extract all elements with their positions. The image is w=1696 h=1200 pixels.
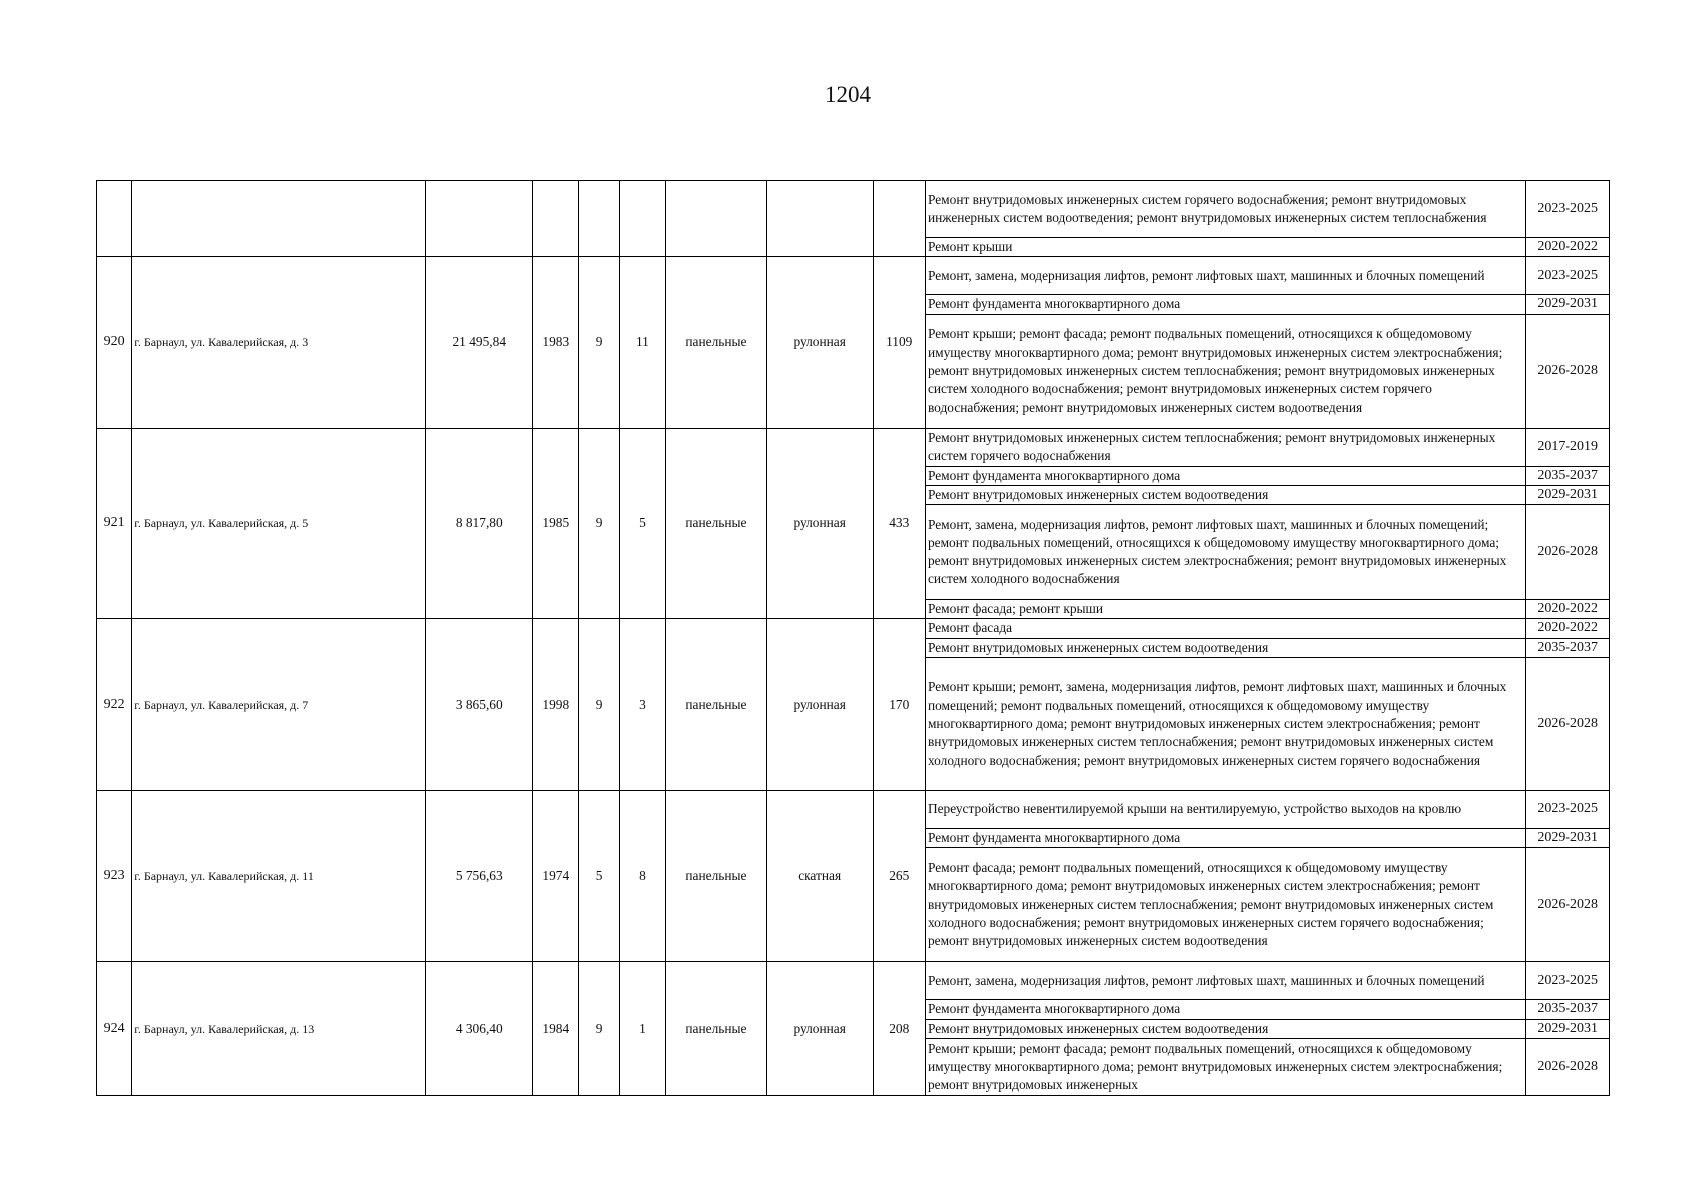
work-description: Ремонт фасада; ремонт подвальных помещений, относящихся к общедомовому имуществу многоквартирного дома; ремонт внутридомовых инженерных систем электроснабжения; ремонт внутридомовых инженерных систем теплоснабжения; ремонт внутридомовых инженерных систем холодного водоснабжения; ремонт внутридомовых инженерных систем горячего водоснабжения; ремонт внутридомовых инженерных систем водоотведения — [925, 848, 1525, 962]
table-row — [97, 791, 1610, 829]
work-description: Ремонт крыши; ремонт фасада; ремонт подвальных помещений, относящихся к общедомовому имуществу многоквартирного дома; ремонт внутридомовых инженерных систем электроснабжения; ремонт внутридомовых инженерных систем теплоснабжения; ремонт внутридомовых инженерных систем холодного водоснабжения; ремонт внутридомовых инженерных систем горячего водоснабжения; ремонт внутридомовых инженерных систем водоотведения — [925, 314, 1525, 428]
building-area: 4 306,40 — [426, 962, 533, 1096]
work-period: 2020-2022 — [1526, 238, 1610, 257]
work-period: 2029-2031 — [1526, 829, 1610, 848]
building-year: 1998 — [533, 619, 579, 791]
work-description: Ремонт внутридомовых инженерных систем водоотведения — [925, 638, 1525, 657]
building-number: 921 — [97, 428, 132, 619]
building-area: 8 817,80 — [426, 428, 533, 619]
work-description: Ремонт, замена, модернизация лифтов, ремонт лифтовых шахт, машинных и блочных помещений; ремонт подвальных помещений, относящихся к общедомовому имуществу многоквартирного дома; ремонт внутридомовых инженерных систем электроснабжения; ремонт внутридомовых инженерных систем холодного водоснабжения — [925, 505, 1525, 600]
building-address: г. Барнаул, ул. Кавалерийская, д. 5 — [132, 428, 426, 619]
cell-empty — [533, 181, 579, 257]
work-description: Ремонт крыши — [925, 238, 1525, 257]
building-floors: 9 — [579, 619, 619, 791]
table-row — [97, 257, 1610, 295]
work-description: Ремонт крыши; ремонт, замена, модернизация лифтов, ремонт лифтовых шахт, машинных и блочных помещений; ремонт подвальных помещений, относящихся к общедомовому имуществу многоквартирного дома; ремонт внутридомовых инженерных систем электроснабжения; ремонт внутридомовых инженерных систем теплоснабжения; ремонт внутридомовых инженерных систем холодного водоснабжения; ремонт внутридомовых инженерных систем горячего водоснабжения — [925, 658, 1525, 791]
work-period: 2023-2025 — [1526, 791, 1610, 829]
cell-empty — [766, 181, 873, 257]
work-description: Ремонт фундамента многоквартирного дома — [925, 829, 1525, 848]
building-area: 21 495,84 — [426, 257, 533, 428]
building-residents: 1109 — [873, 257, 925, 428]
table-row — [97, 181, 1610, 238]
work-period: 2020-2022 — [1526, 600, 1610, 619]
building-entrances: 5 — [619, 428, 665, 619]
work-period: 2026-2028 — [1526, 658, 1610, 791]
cell-empty — [873, 181, 925, 257]
work-period: 2026-2028 — [1526, 314, 1610, 428]
building-number: 924 — [97, 962, 132, 1096]
building-floors: 9 — [579, 257, 619, 428]
cell-empty — [579, 181, 619, 257]
work-description: Ремонт, замена, модернизация лифтов, ремонт лифтовых шахт, машинных и блочных помещений — [925, 962, 1525, 1000]
cell-empty — [132, 181, 426, 257]
work-description: Ремонт фасада — [925, 619, 1525, 638]
building-roof-type: рулонная — [766, 428, 873, 619]
work-description: Ремонт фундамента многоквартирного дома — [925, 295, 1525, 314]
building-floors: 5 — [579, 791, 619, 962]
building-wall-material: панельные — [666, 619, 767, 791]
cell-empty — [426, 181, 533, 257]
building-residents: 265 — [873, 791, 925, 962]
work-description: Переустройство невентилируемой крыши на вентилируемую, устройство выходов на кровлю — [925, 791, 1525, 829]
cell-empty — [619, 181, 665, 257]
building-wall-material: панельные — [666, 791, 767, 962]
work-period: 2035-2037 — [1526, 1000, 1610, 1019]
building-wall-material: панельные — [666, 428, 767, 619]
repair-schedule-table — [96, 180, 1610, 1096]
building-number: 922 — [97, 619, 132, 791]
work-period: 2017-2019 — [1526, 428, 1610, 466]
table-row — [97, 962, 1610, 1000]
building-number: 923 — [97, 791, 132, 962]
work-period: 2035-2037 — [1526, 466, 1610, 485]
work-description: Ремонт фундамента многоквартирного дома — [925, 1000, 1525, 1019]
cell-empty — [97, 181, 132, 257]
work-period: 2020-2022 — [1526, 619, 1610, 638]
building-year: 1983 — [533, 257, 579, 428]
work-description: Ремонт внутридомовых инженерных систем водоотведения — [925, 1019, 1525, 1038]
building-roof-type: рулонная — [766, 619, 873, 791]
building-floors: 9 — [579, 962, 619, 1096]
table-body — [97, 181, 1610, 1096]
work-period: 2029-2031 — [1526, 485, 1610, 504]
work-description: Ремонт внутридомовых инженерных систем горячего водоснабжения; ремонт внутридомовых инженерных систем водоотведения; ремонт внутридомовых инженерных систем теплоснабжения — [925, 181, 1525, 238]
building-floors: 9 — [579, 428, 619, 619]
building-year: 1985 — [533, 428, 579, 619]
work-period: 2026-2028 — [1526, 848, 1610, 962]
building-entrances: 3 — [619, 619, 665, 791]
work-description: Ремонт фундамента многоквартирного дома — [925, 466, 1525, 485]
work-description: Ремонт крыши; ремонт фасада; ремонт подвальных помещений, относящихся к общедомовому имуществу многоквартирного дома; ремонт внутридомовых инженерных систем электроснабжения; ремонт внутридомовых инженерных — [925, 1038, 1525, 1095]
work-description: Ремонт, замена, модернизация лифтов, ремонт лифтовых шахт, машинных и блочных помещений — [925, 257, 1525, 295]
building-roof-type: рулонная — [766, 962, 873, 1096]
work-period: 2023-2025 — [1526, 962, 1610, 1000]
page-number: 1204 — [825, 82, 871, 107]
building-address: г. Барнаул, ул. Кавалерийская, д. 7 — [132, 619, 426, 791]
table-row — [97, 619, 1610, 638]
building-year: 1984 — [533, 962, 579, 1096]
work-period: 2026-2028 — [1526, 505, 1610, 600]
work-period: 2026-2028 — [1526, 1038, 1610, 1095]
building-year: 1974 — [533, 791, 579, 962]
building-address: г. Барнаул, ул. Кавалерийская, д. 11 — [132, 791, 426, 962]
table-row — [97, 428, 1610, 466]
building-entrances: 11 — [619, 257, 665, 428]
work-period: 2035-2037 — [1526, 638, 1610, 657]
building-residents: 433 — [873, 428, 925, 619]
cell-empty — [666, 181, 767, 257]
work-period: 2023-2025 — [1526, 257, 1610, 295]
work-description: Ремонт внутридомовых инженерных систем водоотведения — [925, 485, 1525, 504]
building-residents: 170 — [873, 619, 925, 791]
building-roof-type: скатная — [766, 791, 873, 962]
work-period: 2029-2031 — [1526, 1019, 1610, 1038]
building-wall-material: панельные — [666, 962, 767, 1096]
building-number: 920 — [97, 257, 132, 428]
work-description: Ремонт внутридомовых инженерных систем теплоснабжения; ремонт внутридомовых инженерных систем горячего водоснабжения — [925, 428, 1525, 466]
building-address: г. Барнаул, ул. Кавалерийская, д. 3 — [132, 257, 426, 428]
building-residents: 208 — [873, 962, 925, 1096]
building-roof-type: рулонная — [766, 257, 873, 428]
work-period: 2029-2031 — [1526, 295, 1610, 314]
building-address: г. Барнаул, ул. Кавалерийская, д. 13 — [132, 962, 426, 1096]
building-area: 3 865,60 — [426, 619, 533, 791]
building-entrances: 8 — [619, 791, 665, 962]
work-period: 2023-2025 — [1526, 181, 1610, 238]
building-entrances: 1 — [619, 962, 665, 1096]
work-description: Ремонт фасада; ремонт крыши — [925, 600, 1525, 619]
building-area: 5 756,63 — [426, 791, 533, 962]
building-wall-material: панельные — [666, 257, 767, 428]
